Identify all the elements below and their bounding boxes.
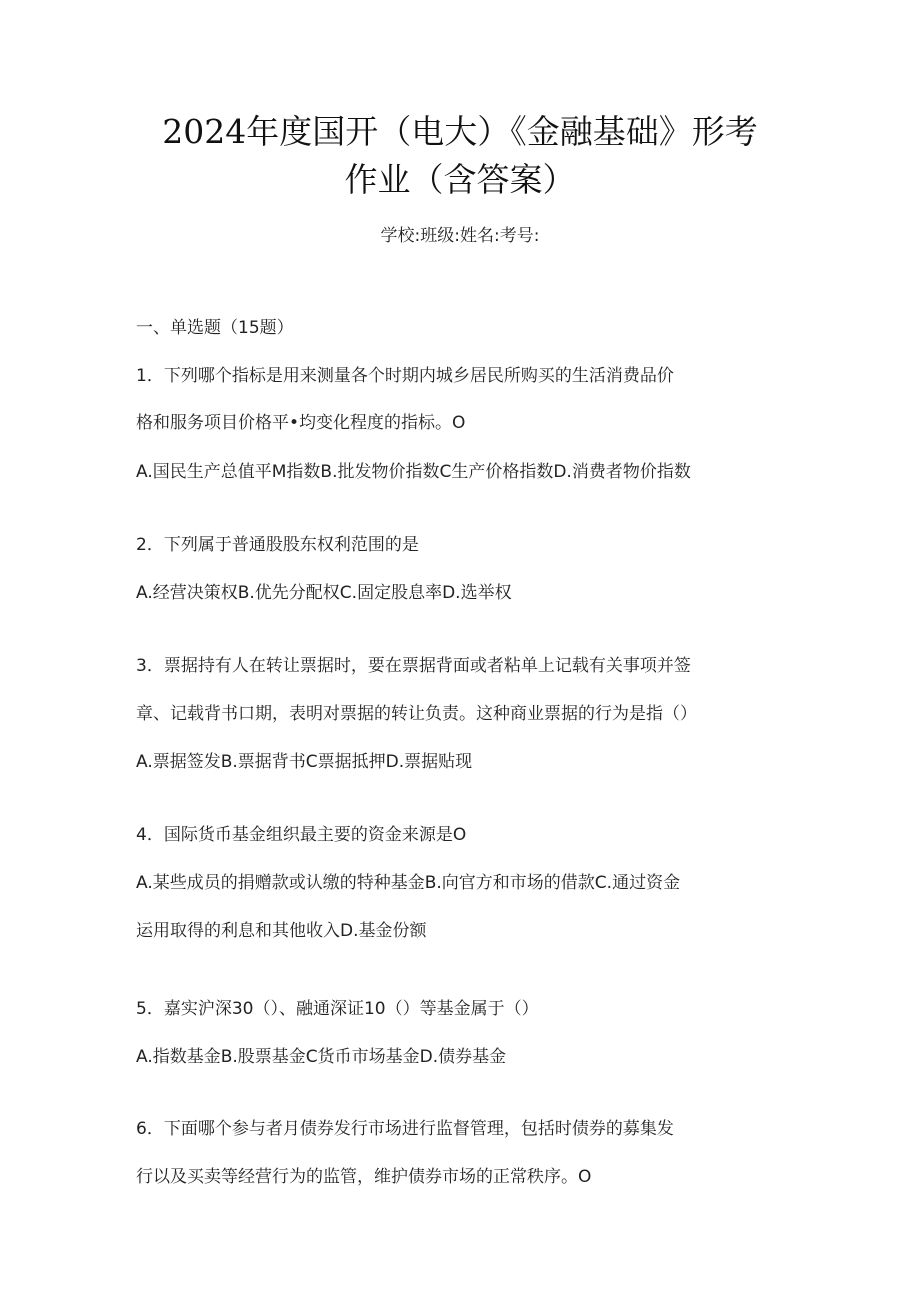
question-1-options: A.国民生产总值平M指数B.批发物价指数C生产价格指数D.消费者物价指数 [136, 462, 691, 482]
question-4-options-line-1: A.某些成员的捐赠款或认缴的特种基金B.向官方和市场的借款C.通过资金 [136, 873, 681, 893]
question-6-text-line-1: 6．下面哪个参与者月债券发行市场进行监督管理，包括时债券的募集发 [136, 1119, 674, 1139]
question-3-options: A.票据签发B.票据背书C票据抵押D.票据贴现 [136, 752, 473, 772]
document-title-line-1: 2024年度国开（电大）《金融基础》形考 [162, 112, 758, 151]
question-5-options: A.指数基金B.股票基金C货币市场基金D.债券基金 [136, 1047, 507, 1067]
question-5-text: 5．嘉实沪深30（）、融通深证10（）等基金属于（） [136, 999, 539, 1019]
question-3-text-line-1: 3．票据持有人在转让票据时，要在票据背面或者粘单上记载有关事项并签 [136, 656, 691, 676]
section-heading: 一、单选题（15题） [136, 318, 294, 338]
question-1-text-line-1: 1．下列哪个指标是用来测量各个时期内城乡居民所购买的生活消费品价 [136, 366, 674, 386]
question-3-text-line-2: 章、记载背书口期，表明对票据的转让负责。这种商业票据的行为是指（） [136, 704, 697, 724]
question-6-text-line-2: 行以及买卖等经营行为的监管，维护债券市场的正常秩序。O [136, 1167, 592, 1187]
question-2-options: A.经营决策权B.优先分配权C.固定股息率D.选举权 [136, 583, 512, 603]
question-2-text: 2．下列属于普通股股东权利范围的是 [136, 535, 419, 555]
document-title-line-2: 作业（含答案） [344, 160, 576, 199]
question-1-text-line-2: 格和服务项目价格平•均变化程度的指标。O [136, 413, 466, 433]
question-4-options-line-2: 运用取得的利息和其他收入D.基金份额 [136, 921, 427, 941]
question-4-text: 4．国际货币基金组织最主要的资金来源是O [136, 825, 467, 845]
student-info-line: 学校:班级:姓名:考号: [380, 226, 540, 246]
